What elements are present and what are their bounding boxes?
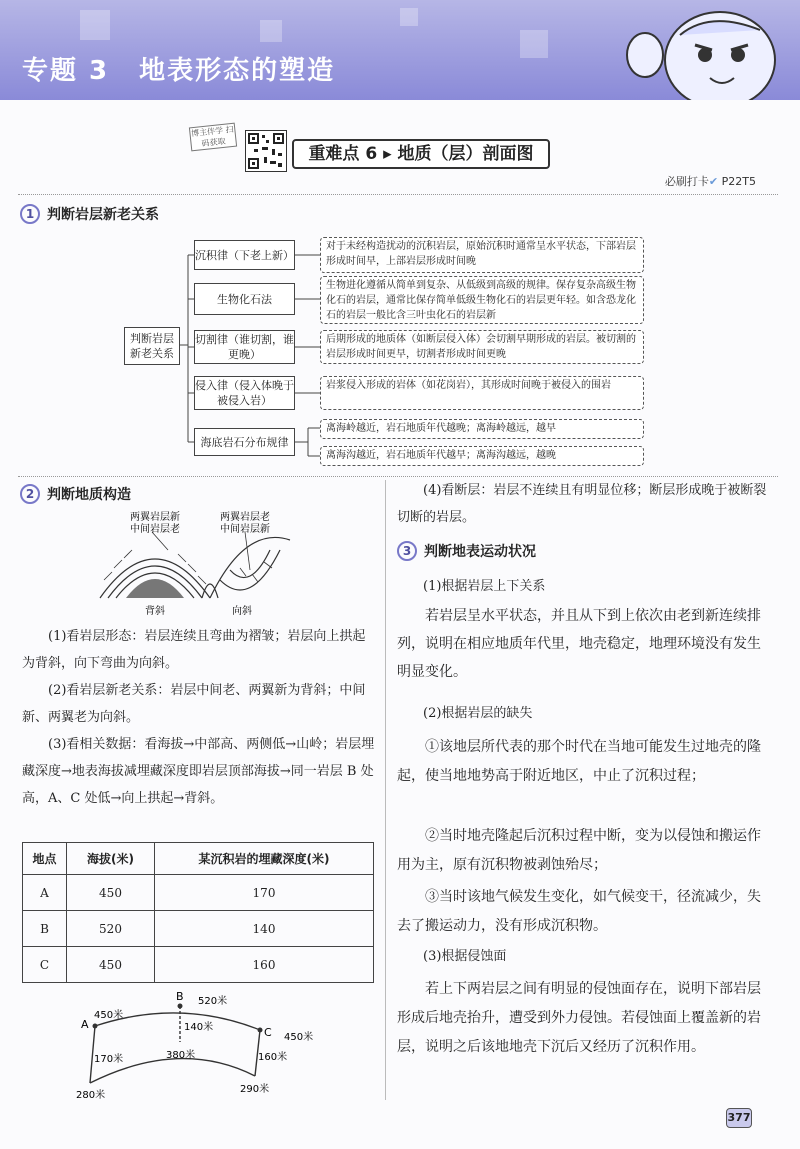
data-table [22, 842, 374, 983]
paragraph-uplift: ①该地层所代表的那个时代在当地可能发生过地壳的隆起，使当地地势高于附近地区，中止了沉积过程； [397, 739, 761, 784]
desc-fossil: 生物进化遵循从简单到复杂、从低级到高级的规律。保存复杂高级生物化石的岩层，通常比保存简单低级生物化石的岩层更年轻。如含恐龙化石的岩层一般比含三叶虫化石的岩层新 [320, 276, 644, 324]
paragraph-erosion: ②当时地壳隆起后沉积过程中断，变为以侵蚀和搬运作用为主，原有沉积物被剥蚀殆尽； [397, 828, 761, 873]
table-cell: B [23, 911, 67, 947]
table-header: 地点 [23, 843, 67, 875]
header-banner [0, 0, 800, 100]
table-cell: A [23, 875, 67, 911]
point-a: A [81, 1018, 89, 1031]
subheading-2: (2)根据岩层的缺失 [423, 706, 533, 721]
anticline-label: 背斜 [145, 606, 165, 617]
elev-b: 520米 [198, 996, 228, 1007]
section-3-heading: 3 判断地表运动状况 [397, 541, 536, 561]
rock-b: 380米 [166, 1050, 196, 1061]
paragraph-climate: ③当时该地气候发生变化，如气候变干，径流减少，失去了搬运动力，没有形成沉积物。 [397, 889, 761, 934]
depth-b: 140米 [184, 1022, 214, 1033]
check-icon: ✔ [708, 175, 719, 188]
elev-c: 450米 [284, 1032, 314, 1043]
column-divider [385, 480, 386, 1100]
rule-fossil: 生物化石法 [194, 283, 295, 315]
table-header: 海拔(米) [67, 843, 155, 875]
syncline-note-line1: 两翼岩层老 [220, 512, 270, 523]
key-point-header [190, 125, 590, 180]
subheading-3: (3)根据侵蚀面 [423, 949, 507, 964]
subheading-1: (1)根据岩层上下关系 [423, 579, 546, 594]
divider [18, 194, 778, 195]
table-cell: 520 [67, 911, 155, 947]
mascot-illustration [610, 0, 800, 100]
table-row [23, 911, 374, 947]
depth-c: 160米 [258, 1052, 288, 1063]
syncline-note-line2: 中间岩层新 [220, 524, 270, 535]
table-row [23, 875, 374, 911]
syncline-label: 向斜 [232, 606, 252, 617]
profile-diagram [60, 988, 330, 1103]
rock-c: 290米 [240, 1084, 270, 1095]
paragraph-fault: (4)看断层：岩层不连续且有明显位移；断层形成晚于被断裂切断的岩层。 [397, 483, 767, 525]
desc-trench: 离海沟越近，岩石地质年代越早；离海沟越远，越晚 [320, 446, 644, 466]
section-2-heading: 2 判断地质构造 [20, 484, 131, 504]
rule-sedimentary: 沉积律（下老上新） [194, 240, 295, 270]
checkin-ref: 必刷打卡✔ P22T5 [664, 175, 756, 188]
table-cell: C [23, 947, 67, 983]
page-number: 377 [726, 1108, 752, 1128]
table-cell: 450 [67, 947, 155, 983]
section-number: 2 [20, 484, 40, 504]
anticline-note-line1: 两翼岩层新 [130, 512, 180, 523]
depth-a: 170米 [94, 1054, 124, 1065]
section-number: 3 [397, 541, 417, 561]
point-b: B [176, 990, 184, 1003]
desc-sedimentary: 对于未经构造扰动的沉积岩层，原始沉积时通常呈水平状态，下部岩层形成时间早，上部岩层形成时间晚 [320, 237, 644, 273]
rock-a: 280米 [76, 1090, 106, 1101]
table-row [23, 947, 374, 983]
table-cell: 160 [155, 947, 374, 983]
section-number: 1 [20, 204, 40, 224]
paragraph-horizontal: 若岩层呈水平状态，并且从下到上依次由老到新连续排列，说明在相应地质年代里，地壳稳定，地理环境没有发生明显变化。 [397, 608, 761, 680]
paragraph-data: (3)看相关数据：看海拔→中部高、两侧低→山岭；岩层埋藏深度→地表海拔减埋藏深度即岩层顶部海拔→同一岩层 B 处高，A、C 处低→向上拱起→背斜。 [22, 737, 375, 806]
section-1-heading: 1 判断岩层新老关系 [20, 204, 159, 224]
table-header-row [23, 843, 374, 875]
rule-seafloor: 海底岩石分布规律 [194, 428, 295, 456]
desc-crosscut: 后期形成的地质体（如断层侵入体）会切割早期形成的岩层。被切割的岩层形成时间更早，切割者形成时间更晚 [320, 330, 644, 364]
table-cell: 450 [67, 875, 155, 911]
rule-crosscut: 切割律（谁切割，谁更晚） [194, 330, 295, 364]
point-c: C [264, 1026, 272, 1039]
table-cell: 170 [155, 875, 374, 911]
rule-intrusion: 侵入律（侵入体晚于被侵入岩） [194, 376, 295, 410]
paragraph-form: (1)看岩层形态：岩层连续且弯曲为褶皱；岩层向上拱起为背斜，向下弯曲为向斜。 [22, 629, 366, 671]
anticline-note-line2: 中间岩层老 [130, 524, 180, 535]
page-title: 专题 3 地表形态的塑造 [22, 56, 336, 86]
desc-ridge: 离海岭越近，岩石地质年代越晚；离海岭越远，越早 [320, 419, 644, 439]
paragraph-unconformity: 若上下两岩层之间有明显的侵蚀面存在，说明下部岩层形成后地壳抬升，遭受到外力侵蚀。若侵蚀面上覆盖新的岩层，说明之后该地地壳下沉后又经历了沉积作用。 [397, 981, 761, 1055]
table-header: 某沉积岩的埋藏深度(米) [155, 843, 374, 875]
tree-root: 判断岩层新老关系 [124, 327, 180, 365]
elev-a: 450米 [94, 1010, 124, 1021]
promo-stamp: 博主伴学 扫码获取 [189, 123, 237, 152]
desc-intrusion: 岩浆侵入形成的岩体（如花岗岩），其形成时间晚于被侵入的围岩 [320, 376, 644, 410]
table-cell: 140 [155, 911, 374, 947]
paragraph-age: (2)看岩层新老关系：岩层中间老、两翼新为背斜；中间新、两翼老为向斜。 [22, 683, 366, 725]
key-point-label: 重难点 6 ▸ 地质（层）剖面图 [292, 139, 550, 169]
qr-code[interactable] [245, 130, 287, 172]
fold-diagram [90, 510, 320, 620]
